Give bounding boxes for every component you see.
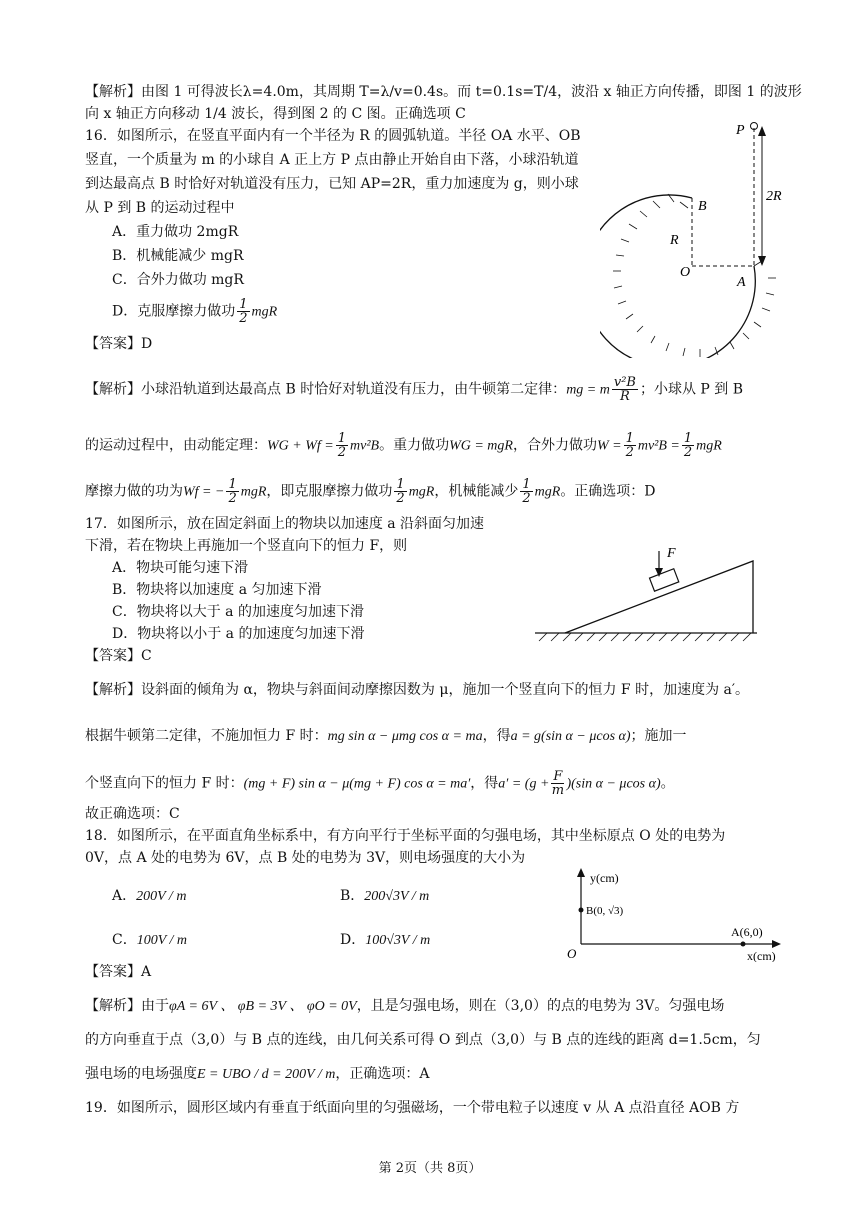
q16-solution-line1: 【解析】小球沿轨道到达最高点 B 时恰好对轨道没有压力，由牛顿第二定律：mg = m $\frac{\text{v²B}}{R}$ ；小球从 P 到 B <box>85 375 744 404</box>
q16-stem-line1: 16．如图所示，在竖直平面内有一个半径为 R 的圆弧轨道。半径 OA 水平、OB <box>85 128 581 144</box>
label-2r: 2R <box>766 189 782 204</box>
q18-option-b: B．200√3V / m <box>340 888 430 904</box>
q17-option-a: A．物块可能匀速下滑 <box>112 560 249 576</box>
q16-solution-line2: 的运动过程中，由动能定理：WG + Wf = $\frac{1}{2}$ mv²B。重力做功WG = mgR，合外力做功W = $\frac{1}{2}$ mv²B = $\frac{1}{2}$ mgR <box>85 431 722 460</box>
q17-stem-line2: 下滑，若在物块上再施加一个竖直向下的恒力 F，则 <box>85 538 408 554</box>
label-a: A <box>737 275 746 290</box>
q16-answer: 【答案】D <box>85 336 153 352</box>
q18-option-a: A．200V / m <box>112 888 187 904</box>
q18-solution-line3: 强电场的电场强度E = UBO / d = 200V / m，正确选项：A <box>85 1066 430 1082</box>
q17-option-c: C．物块将以大于 a 的加速度匀加速下滑 <box>112 604 364 620</box>
q15-solution-line1: 【解析】由图 1 可得波长λ=4.0m，其周期 T=λ/v=0.4s。而 t=0.1s=T/4，波沿 x 轴正方向传播，即图 1 的波形 <box>85 84 802 100</box>
label-y-axis: y(cm) <box>590 871 619 885</box>
label-r: R <box>670 233 679 248</box>
q16-stem-line2: 竖直，一个质量为 m 的小球自 A 正上方 P 点由静止开始自由下落，小球沿轨道 <box>85 152 579 168</box>
page-footer: 第 2页（共 8页） <box>378 1161 482 1176</box>
q17-option-b: B．物块将以加速度 a 匀加速下滑 <box>112 582 322 598</box>
label-origin: O <box>567 946 577 961</box>
label-point-a: A(6,0) <box>731 925 763 939</box>
q15-solution-line2: 向 x 轴正方向移动 1/4 波长，得到图 2 的 C 图。正确选项 C <box>85 106 466 122</box>
q17-solution-line3: 个竖直向下的恒力 F 时：(mg + F) sin α − μ(mg + F) cos α = ma′，得a′ = (g + $\frac{F}{m}$ )(sin α − μcos α)。 <box>85 769 675 798</box>
q18-stem-line1: 18．如图所示，在平面直角坐标系中，有方向平行于坐标平面的匀强电场，其中坐标原点 O 处的电势为 <box>85 828 726 844</box>
q19-stem-line1: 19．如图所示，圆形区域内有垂直于纸面向里的匀强磁场，一个带电粒子以速度 v 从 A 点沿直径 AOB 方 <box>85 1100 740 1116</box>
q16-circular-track-figure <box>600 118 800 358</box>
fraction-half: $\frac{1}{2}$ <box>239 297 248 326</box>
q16-option-c: C．合外力做功 mgR <box>112 272 244 288</box>
q16-option-a: A．重力做功 2mgR <box>112 224 239 240</box>
q17-solution-line2: 根据牛顿第二定律，不施加恒力 F 时：mg sin α − μmg cos α = ma，得a = g(sin α − μcos α)；施加一 <box>85 728 687 744</box>
q16-solution-line3: 摩擦力做的功为Wf = − $\frac{1}{2}$ mgR，即克服摩擦力做功 $\frac{1}{2}$ mgR，机械能减少 $\frac{1}{2}$ mgR。正确选项：D <box>85 477 656 506</box>
label-o: O <box>680 265 691 280</box>
label-x-axis: x(cm) <box>747 949 776 962</box>
q17-option-d: D．物块将以小于 a 的加速度匀加速下滑 <box>112 626 365 642</box>
q17-stem-line1: 17．如图所示，放在固定斜面上的物块以加速度 a 沿斜面匀加速 <box>85 516 485 532</box>
q18-solution-line1: 【解析】由于φA = 6V 、 φB = 3V 、 φO = 0V，且是匀强电场，则在（3,0）的点的电势为 3V。匀强电场 <box>85 998 725 1014</box>
q17-answer: 【答案】C <box>85 648 152 664</box>
q18-solution-line2: 的方向垂直于点（3,0）与 B 点的连线，由几何关系可得 O 到点（3,0）与 B 点的连线的距离 d=1.5cm，匀 <box>85 1032 761 1048</box>
label-b: B <box>698 199 707 214</box>
label-point-b: B(0, √3) <box>586 905 624 917</box>
q16-stem-line3: 到达最高点 B 时恰好对轨道没有压力，已知 AP=2R，重力加速度为 g，则小球 <box>85 176 579 192</box>
q16-option-d: D．克服摩擦力做功 $\frac{1}{2}$ mgR <box>112 297 278 326</box>
q17-incline-figure <box>535 545 760 645</box>
q16-option-b: B．机械能减少 mgR <box>112 248 244 264</box>
q18-option-d: D．100√3V / m <box>340 932 431 948</box>
q18-coordinate-figure <box>565 866 785 962</box>
q18-answer: 【答案】A <box>85 964 152 980</box>
label-f: F <box>667 546 676 561</box>
q16-stem-line4: 从 P 到 B 的运动过程中 <box>85 200 235 216</box>
q17-solution-line1: 【解析】设斜面的倾角为 α，物块与斜面间动摩擦因数为 μ，施加一个竖直向下的恒力 F 时，加速度为 a′。 <box>85 682 750 698</box>
label-p: P <box>736 123 745 138</box>
q18-stem-line2: 0V，点 A 处的电势为 6V，点 B 处的电势为 3V，则电场强度的大小为 <box>85 850 526 866</box>
q18-option-c: C．100V / m <box>112 932 188 948</box>
q17-solution-line4: 故正确选项：C <box>85 806 180 822</box>
